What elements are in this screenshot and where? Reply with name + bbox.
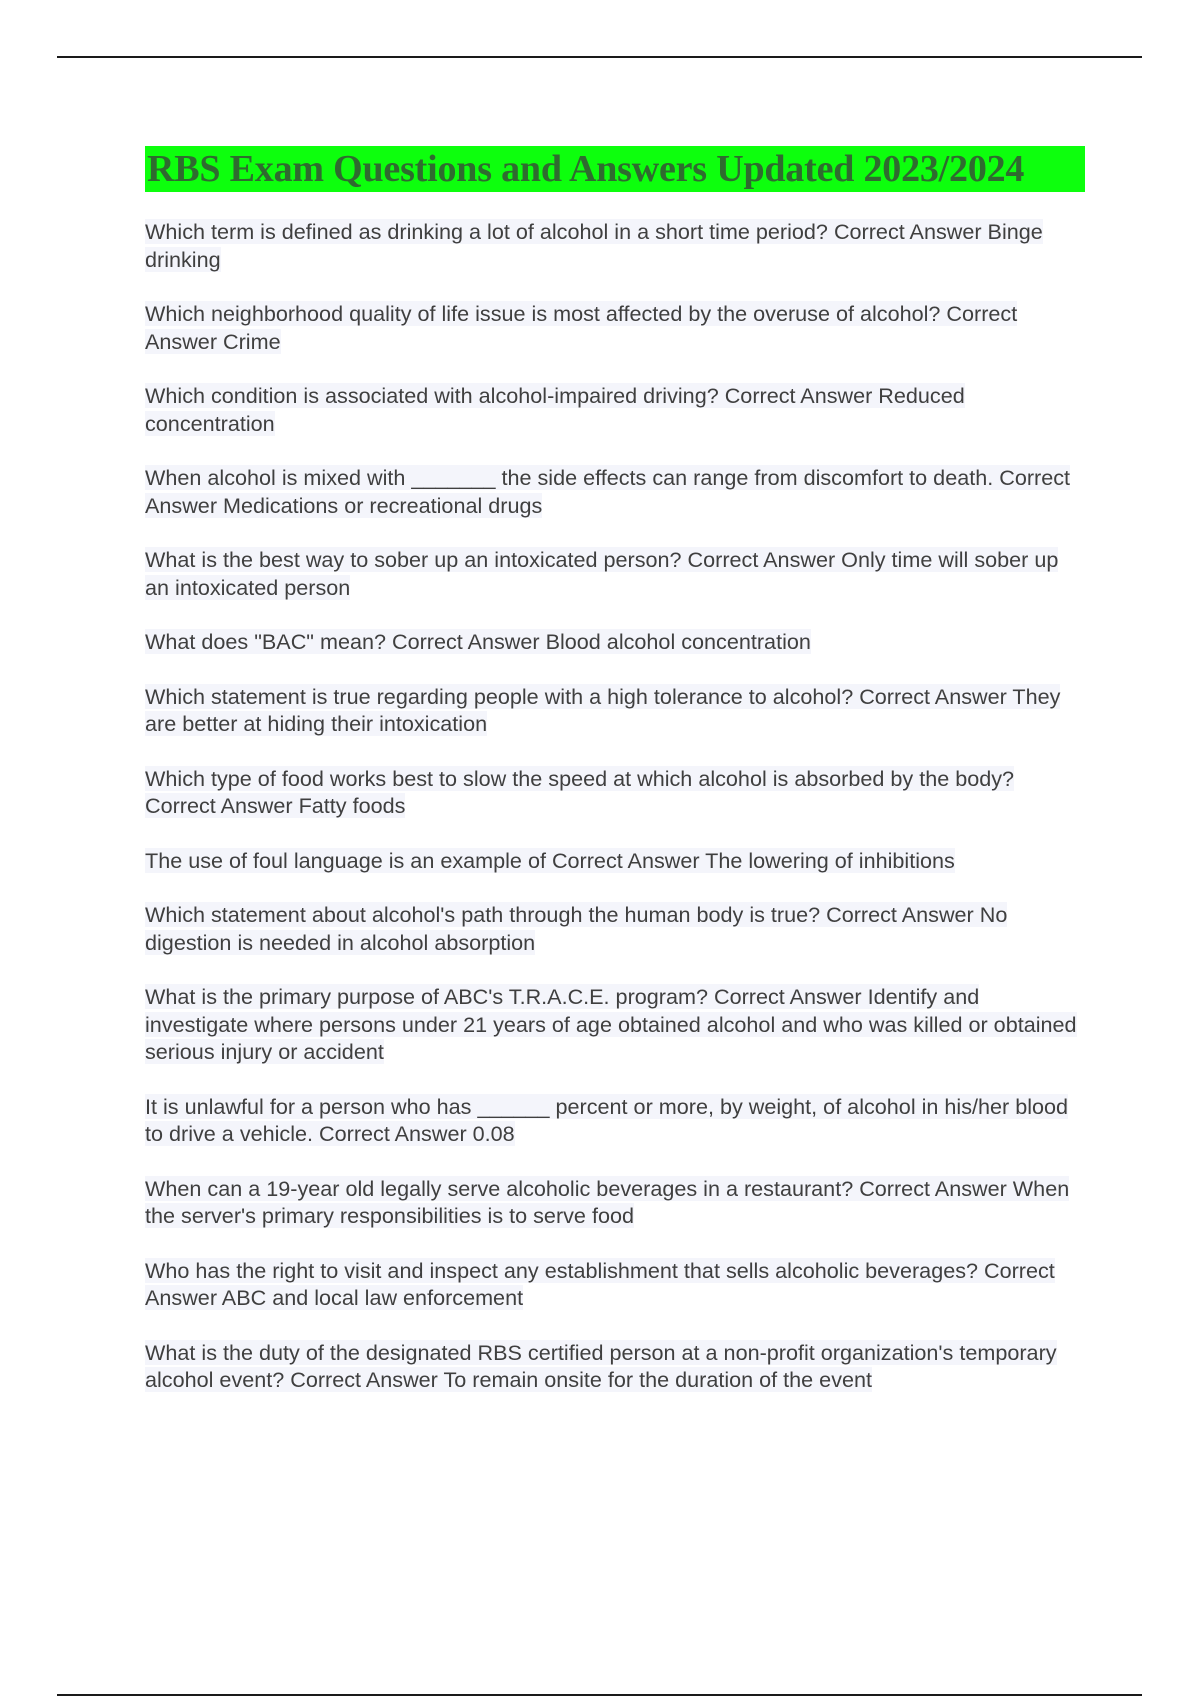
- qa-item: [145, 464, 1085, 519]
- bottom-rule: [57, 1694, 1142, 1696]
- qa-text: Which type of food works best to slow the speed at which alcohol is absorbed by the body? Correct Answer Fatty foods: [145, 765, 1015, 818]
- qa-text: When can a 19-year old legally serve alcoholic beverages in a restaurant? Correct Answer When the server's primary responsibilities is to serve food: [145, 1175, 1070, 1228]
- qa-text: When alcohol is mixed with _______ the side effects can range from discomfort to death. Correct Answer Medications or recreational drugs: [145, 465, 1071, 518]
- qa-item: [145, 1093, 1085, 1148]
- qa-text: It is unlawful for a person who has ______ percent or more, by weight, of alcohol in his/her blood to drive a vehicle. Correct Answer 0.08: [145, 1093, 1069, 1146]
- qa-item: [145, 1339, 1085, 1394]
- qa-text: Which statement is true regarding people with a high tolerance to alcohol? Correct Answer They are better at hiding their intoxication: [145, 683, 1061, 736]
- qa-text: The use of foul language is an example of Correct Answer The lowering of inhibitions: [145, 847, 955, 873]
- qa-text: What does "BAC" mean? Correct Answer Blood alcohol concentration: [145, 629, 811, 654]
- qa-text: Which statement about alcohol's path through the human body is true? Correct Answer No digestion is needed in alcohol absorption: [145, 902, 1008, 955]
- document-title: RBS Exam Questions and Answers Updated 2023/2024: [145, 146, 1085, 192]
- qa-item: [145, 382, 1085, 437]
- qa-text: Which term is defined as drinking a lot of alcohol in a short time period? Correct Answer Binge drinking: [145, 219, 1043, 272]
- top-rule: [57, 56, 1142, 58]
- qa-item: [145, 1175, 1085, 1230]
- qa-text: Which neighborhood quality of life issue is most affected by the overuse of alcohol? Correct Answer Crime: [145, 301, 1018, 354]
- qa-item: [145, 683, 1085, 738]
- qa-list: [145, 218, 1085, 1394]
- qa-text: Who has the right to visit and inspect any establishment that sells alcoholic beverages? Correct Answer ABC and local law enforcement: [145, 1257, 1055, 1310]
- qa-text: What is the primary purpose of ABC's T.R.A.C.E. program? Correct Answer Identify and investigate where persons under 21 years of age obtained alcohol and who was killed or obtained serious injury or accident: [145, 984, 1077, 1064]
- qa-item: [145, 300, 1085, 355]
- qa-item: [145, 218, 1085, 273]
- qa-item: [145, 983, 1085, 1066]
- qa-item: [145, 546, 1085, 601]
- qa-text: Which condition is associated with alcohol-impaired driving? Correct Answer Reduced concentration: [145, 383, 965, 436]
- qa-item: [145, 765, 1085, 820]
- qa-item: [145, 1257, 1085, 1312]
- qa-item: [145, 847, 1085, 875]
- page-content: [145, 146, 1085, 1421]
- qa-item: [145, 901, 1085, 956]
- qa-text: What is the best way to sober up an intoxicated person? Correct Answer Only time will sober up an intoxicated person: [145, 547, 1059, 600]
- qa-text: What is the duty of the designated RBS certified person at a non-profit organization's temporary alcohol event? Correct Answer To remain onsite for the duration of the event: [145, 1339, 1057, 1392]
- qa-item: [145, 628, 1085, 656]
